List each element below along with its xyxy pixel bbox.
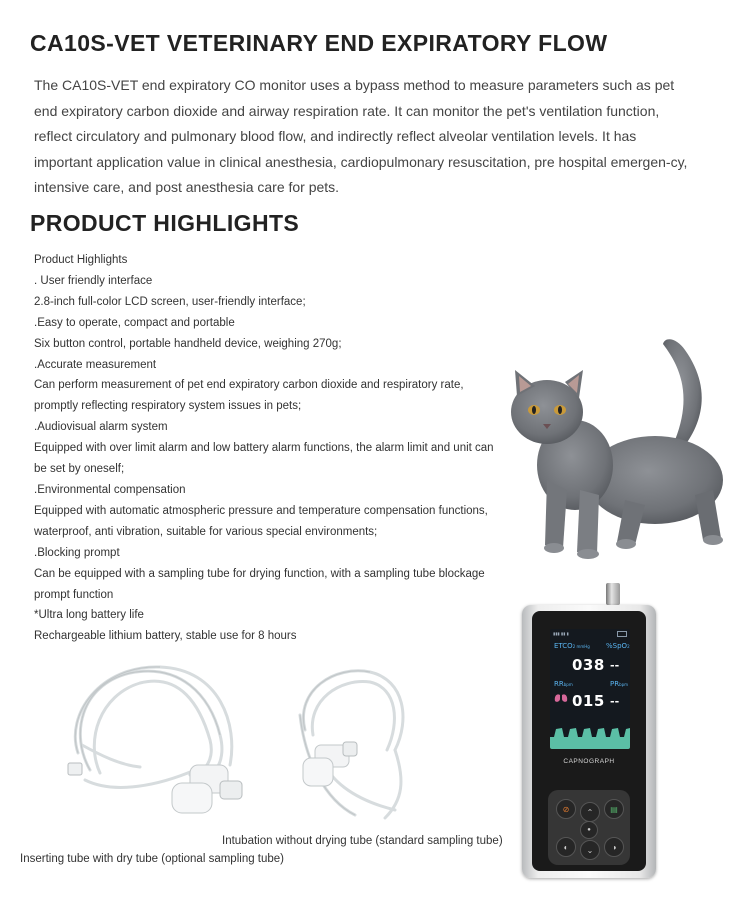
screen-status-bar: ▮▮▮ ▮▮ ▮ xyxy=(553,631,569,636)
battery-icon xyxy=(617,631,627,637)
etco2-label-text: ETCO xyxy=(554,642,573,650)
highlight-line: . User friendly interface xyxy=(34,274,153,287)
highlight-line: Can perform measurement of pet end expiratory carbon dioxide and respiratory rate, xyxy=(34,379,464,392)
highlight-line: Equipped with over limit alarm and low battery alarm functions, the alarm limit and unit can xyxy=(34,442,494,455)
device-face xyxy=(532,611,646,871)
spo2-sub: 2 xyxy=(627,644,630,649)
rr-label xyxy=(554,680,573,688)
highlight-line: Rechargeable lithium battery, stable use for 8 hours xyxy=(34,630,297,643)
left-function-button[interactable]: ◐ xyxy=(556,837,576,857)
highlight-line: .Blocking prompt xyxy=(34,546,120,559)
down-button[interactable]: ⌄ xyxy=(580,840,600,860)
rr-unit: bpm xyxy=(563,682,573,687)
pr-value: -- xyxy=(610,695,620,708)
lungs-icon xyxy=(554,691,568,703)
highlight-line: .Audiovisual alarm system xyxy=(34,421,168,434)
pr-unit: bpm xyxy=(619,682,629,687)
alarm-mute-button[interactable]: ⊘ xyxy=(556,799,576,819)
menu-button[interactable]: ▤ xyxy=(604,799,624,819)
rr-label-text: RR xyxy=(554,680,564,688)
sampling-tube-dry-image xyxy=(60,655,250,830)
highlight-line: prompt function xyxy=(34,588,114,601)
caption-inserting: Inserting tube with dry tube (optional sampling tube) xyxy=(20,853,285,865)
page-title: CA10S-VET VETERINARY END EXPIRATORY FLOW xyxy=(30,30,608,56)
pr-label-text: PR xyxy=(610,680,620,688)
intro-paragraph: The CA10S-VET end expiratory CO monitor uses a bypass method to measure parameters such as pet end expiratory carbon dioxide and airway respiration rate. It can monitor the pet's ventilation function, reflect circulatory and pulmonary blood flow, and indirectly reflect alveolar ventilation levels. It has important application value in clinical anesthesia, cardiopulmonary resuscitation, pre hospital emergen-cy, intensive care, and post anesthesia care for pets. xyxy=(34,77,688,195)
rr-value: 015 xyxy=(572,692,605,710)
highlight-line: waterproof, anti vibration, suitable for various special environments; xyxy=(34,525,378,538)
gas-inlet-connector xyxy=(606,583,620,605)
etco2-value: 038 xyxy=(572,656,605,674)
spo2-label xyxy=(606,642,630,650)
capnograph-device xyxy=(522,605,656,878)
etco2-label xyxy=(554,642,590,650)
highlight-line: 2.8-inch full-color LCD screen, user-friendly interface; xyxy=(34,295,306,308)
etco2-unit: 2 mmHg xyxy=(572,644,590,649)
center-button[interactable]: ● xyxy=(580,821,598,839)
spo2-label-text: %SpO xyxy=(606,642,628,650)
pr-label xyxy=(610,680,628,688)
right-function-button[interactable]: ◑ xyxy=(604,837,624,857)
highlight-line: Product Highlights xyxy=(34,254,128,266)
spo2-value: -- xyxy=(610,659,620,672)
co2-waveform xyxy=(550,719,630,749)
section-heading-highlights: PRODUCT HIGHLIGHTS xyxy=(30,210,300,236)
highlight-line: .Environmental compensation xyxy=(34,483,186,496)
up-button[interactable]: ⌃ xyxy=(580,802,600,822)
highlight-line: Equipped with automatic atmospheric pressure and temperature compensation functions, xyxy=(34,504,488,517)
cat-image xyxy=(505,330,745,560)
device-screen xyxy=(550,629,630,749)
highlight-line: *Ultra long battery life xyxy=(34,609,144,622)
highlight-line: Can be equipped with a sampling tube for drying function, with a sampling tube blockage xyxy=(34,567,485,580)
highlights-list xyxy=(34,250,524,647)
highlight-line: be set by oneself; xyxy=(34,463,125,476)
caption-intubation: Intubation without drying tube (standard sampling tube) xyxy=(222,835,503,847)
highlight-line: promptly reflecting respiratory system issues in pets; xyxy=(34,400,302,413)
device-brand-label: CAPNOGRAPH xyxy=(563,758,615,765)
device-button-pad xyxy=(548,790,630,865)
highlight-line: .Accurate measurement xyxy=(34,358,157,371)
sampling-tube-standard-image xyxy=(285,660,425,825)
highlight-line: Six button control, portable handheld device, weighing 270g; xyxy=(34,337,342,350)
highlight-line: .Easy to operate, compact and portable xyxy=(34,316,235,329)
